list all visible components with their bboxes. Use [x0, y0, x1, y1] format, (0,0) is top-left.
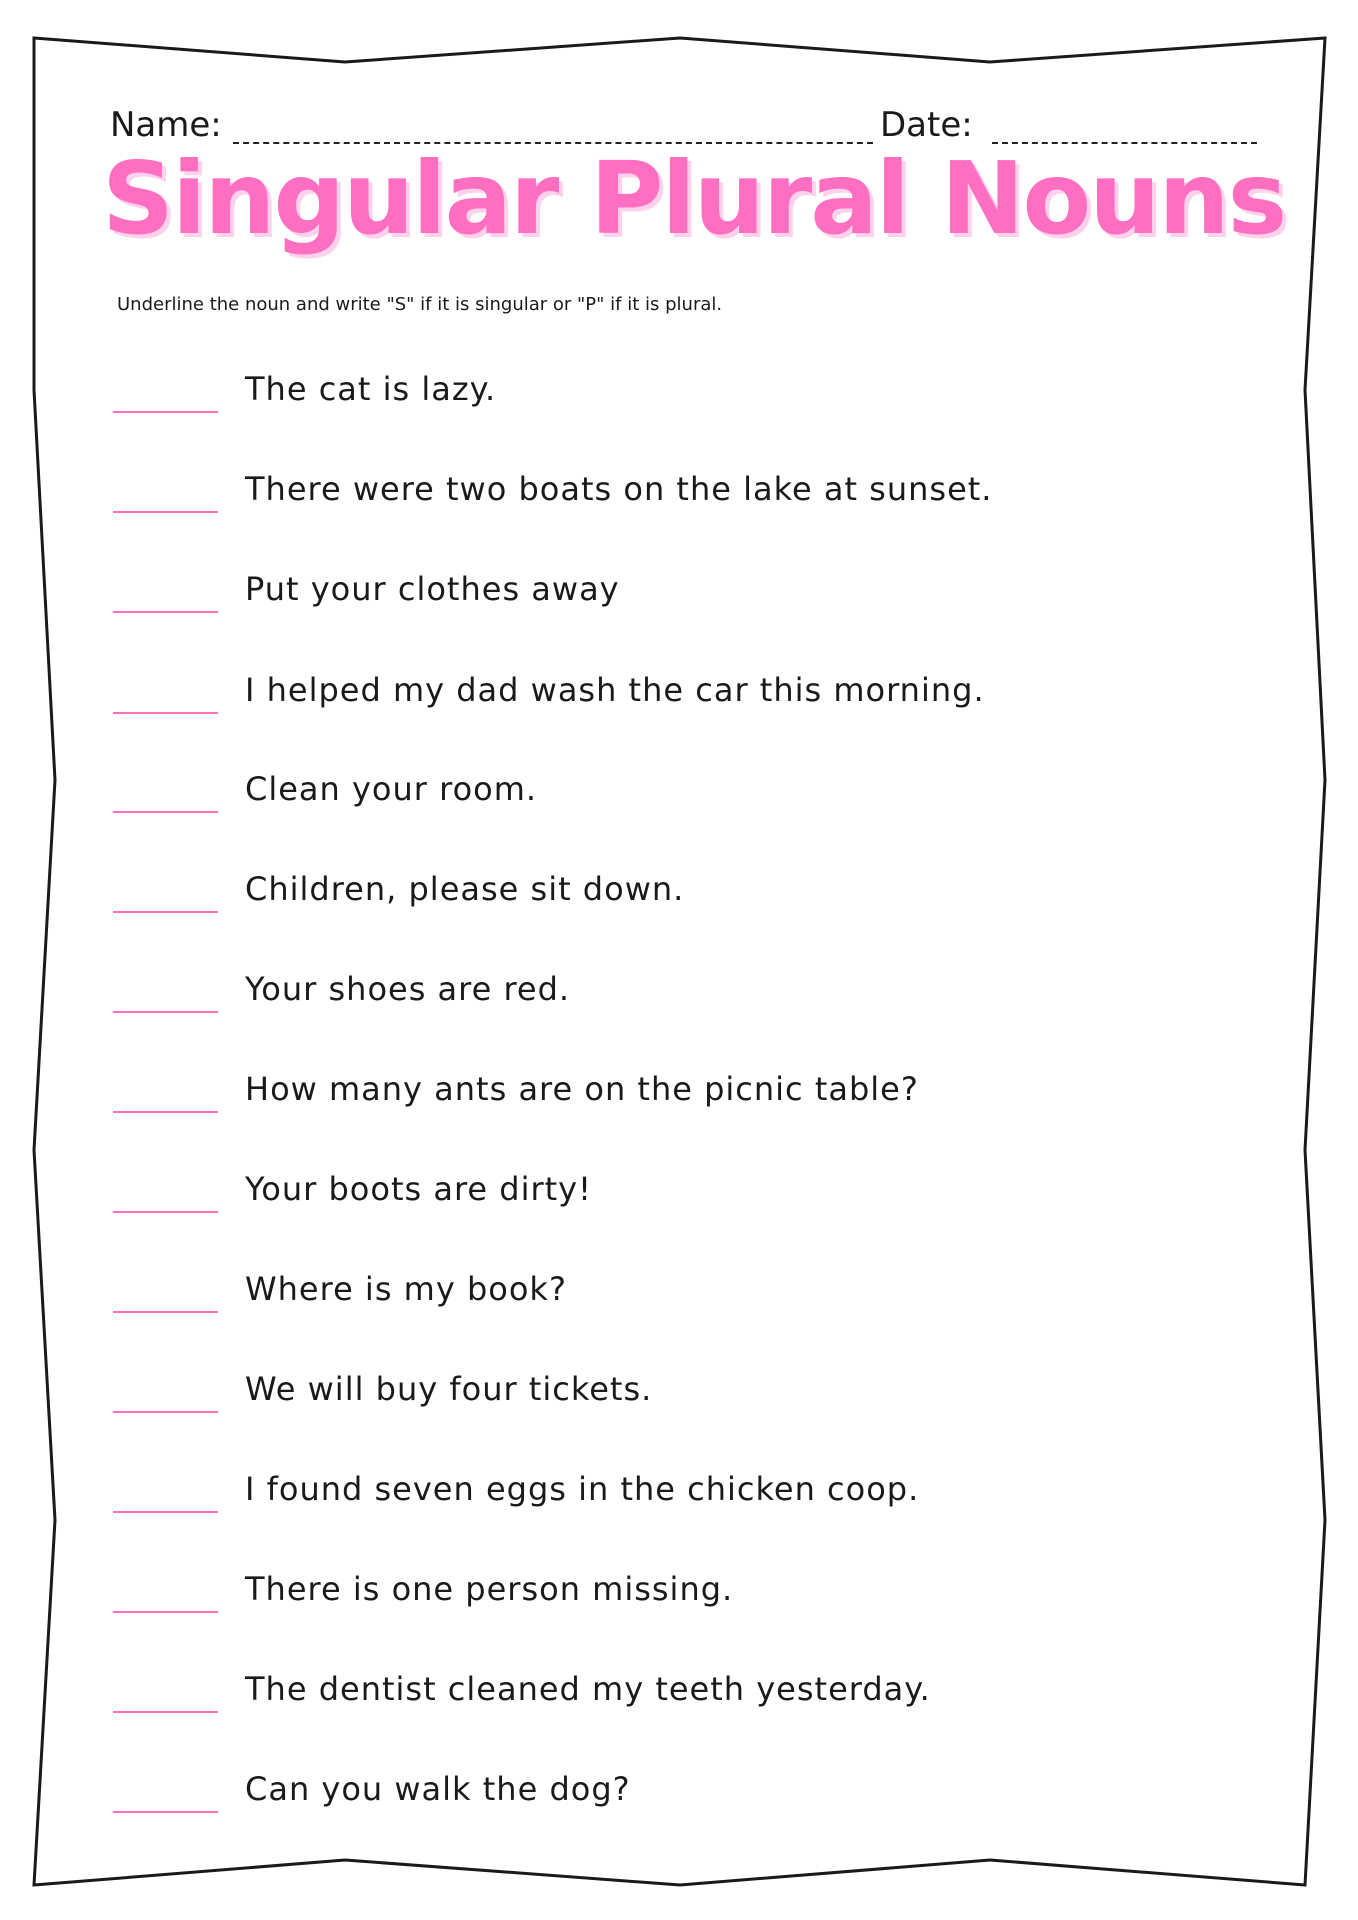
answer-blank[interactable] — [113, 712, 218, 714]
name-label: Name: — [110, 105, 222, 145]
sentence-text: I helped my dad wash the car this morning. — [245, 671, 985, 709]
answer-blank[interactable] — [113, 1311, 218, 1313]
sentence-text: The cat is lazy. — [245, 370, 497, 408]
list-item — [110, 1470, 1260, 1530]
answer-blank[interactable] — [113, 611, 218, 613]
list-item — [110, 1670, 1260, 1730]
list-item — [110, 1370, 1260, 1430]
sentence-text: There is one person missing. — [245, 1570, 734, 1608]
sentence-text: Put your clothes away — [245, 570, 620, 608]
answer-blank[interactable] — [113, 911, 218, 913]
date-label: Date: — [880, 105, 973, 145]
sentence-text: How many ants are on the picnic table? — [245, 1070, 919, 1108]
answer-blank[interactable] — [113, 1611, 218, 1613]
sentence-text: Children, please sit down. — [245, 870, 685, 908]
sentence-text: There were two boats on the lake at sunset. — [245, 470, 993, 508]
answer-blank[interactable] — [113, 1111, 218, 1113]
list-item — [110, 570, 1260, 630]
list-item — [110, 770, 1260, 830]
answer-blank[interactable] — [113, 1011, 218, 1013]
list-item — [110, 370, 1260, 430]
list-item — [110, 671, 1260, 731]
answer-blank[interactable] — [113, 811, 218, 813]
list-item — [110, 1770, 1260, 1830]
answer-blank[interactable] — [113, 1411, 218, 1413]
list-item — [110, 1170, 1260, 1230]
sentence-text: We will buy four tickets. — [245, 1370, 653, 1408]
list-item — [110, 870, 1260, 930]
answer-blank[interactable] — [113, 411, 218, 413]
sentence-text: Your boots are dirty! — [245, 1170, 592, 1208]
sentence-text: Can you walk the dog? — [245, 1770, 631, 1808]
answer-blank[interactable] — [113, 1211, 218, 1213]
list-item — [110, 1570, 1260, 1630]
sentence-text: I found seven eggs in the chicken coop. — [245, 1470, 920, 1508]
answer-blank[interactable] — [113, 511, 218, 513]
list-item — [110, 970, 1260, 1030]
sentence-text: Where is my book? — [245, 1270, 567, 1308]
sentence-text: The dentist cleaned my teeth yesterday. — [245, 1670, 931, 1708]
list-item — [110, 1270, 1260, 1330]
answer-blank[interactable] — [113, 1511, 218, 1513]
list-item — [110, 1070, 1260, 1130]
answer-blank[interactable] — [113, 1811, 218, 1813]
sentence-text: Clean your room. — [245, 770, 538, 808]
instructions: Underline the noun and write "S" if it is singular or "P" if it is plural. — [117, 294, 723, 315]
worksheet-title: Singular Plural Nouns — [102, 140, 1286, 257]
answer-blank[interactable] — [113, 1711, 218, 1713]
list-item — [110, 470, 1260, 530]
sentence-text: Your shoes are red. — [245, 970, 571, 1008]
